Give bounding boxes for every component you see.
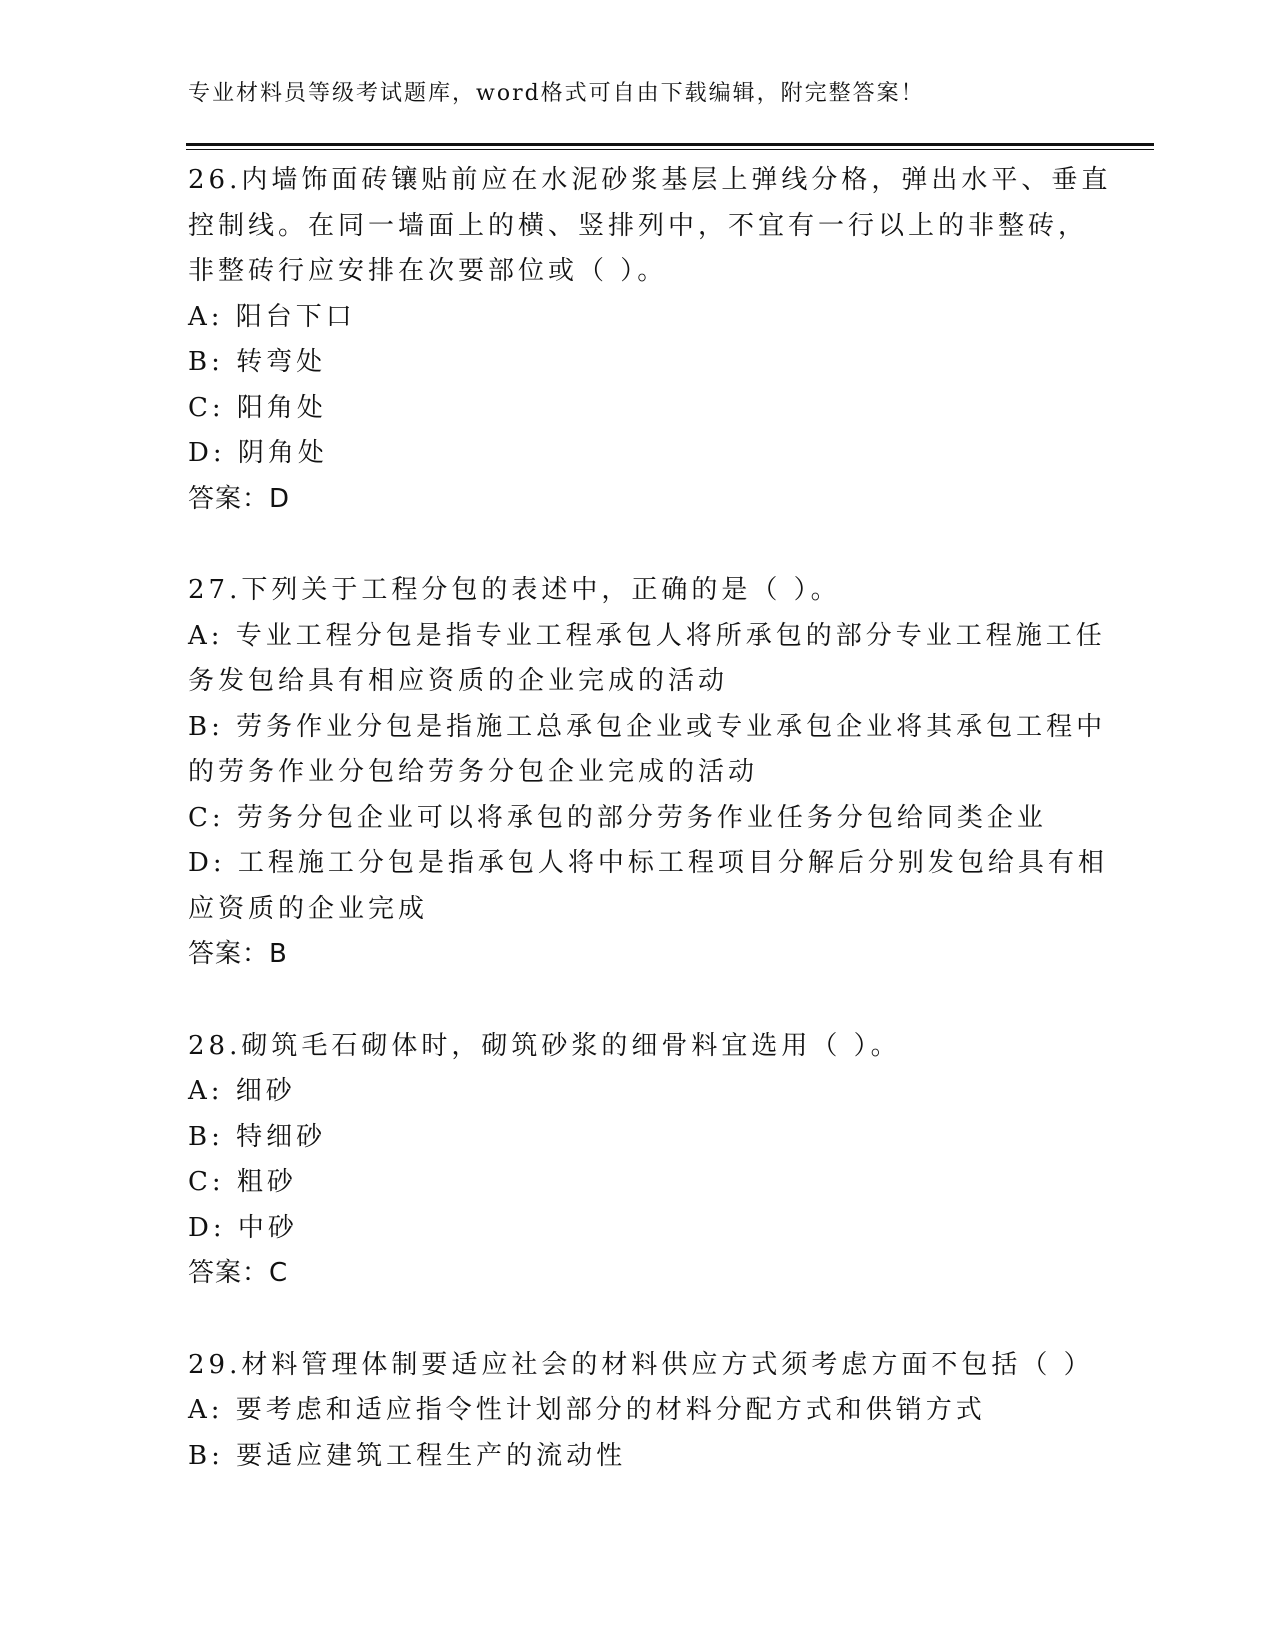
- question-list: [188, 158, 1112, 1525]
- question-stem: 29.材料管理体制要适应社会的材料供应方式须考虑方面不包括（ ）: [188, 1349, 1094, 1380]
- page-header: 专业材料员等级考试题库，word格式可自由下载编辑，附完整答案！: [188, 81, 925, 106]
- option-b: B: 特细砂: [188, 1121, 327, 1152]
- header-rule-thin: [186, 149, 1154, 150]
- option-d-continued: 应资质的企业完成: [188, 893, 429, 924]
- option-a: A: 细砂: [188, 1076, 296, 1106]
- question-stem: 27.下列关于工程分包的表述中，正确的是（ ）。: [188, 575, 841, 605]
- option-b: B: 劳务作业分包是指施工总承包企业或专业承包企业将其承包工程中: [188, 711, 1107, 742]
- question-29: [188, 1343, 1094, 1480]
- question-stem: 28.砌筑毛石砌体时，砌筑砂浆的细骨料宜选用（ ）。: [188, 1030, 901, 1061]
- answer: 答案：B: [188, 939, 288, 969]
- option-b-continued: 的劳务作业分包给劳务分包企业完成的活动: [188, 757, 759, 787]
- option-c: C: 劳务分包企业可以将承包的部分劳务作业任务分包给同类企业: [188, 802, 1047, 833]
- option-b: B: 转弯处: [188, 347, 327, 377]
- question-27: [188, 568, 1108, 978]
- question-stem: 控制线。在同一墙面上的横、竖排列中，不宜有一行以上的非整砖，: [188, 210, 1089, 241]
- option-a-continued: 务发包给具有相应资质的企业完成的活动: [188, 666, 729, 696]
- option-c: C: 阳角处: [188, 392, 327, 423]
- answer: 答案：D: [188, 483, 291, 514]
- option-d: D: 工程施工分包是指承包人将中标工程项目分解后分别发包给具有相: [188, 848, 1108, 878]
- option-b: B: 要适应建筑工程生产的流动性: [188, 1440, 627, 1471]
- question-28: [188, 1024, 1088, 1297]
- header-rule-thick: [186, 143, 1154, 146]
- question-stem: 26.内墙饰面砖镶贴前应在水泥砂浆基层上弹线分格，弹出水平、垂直: [188, 165, 1112, 195]
- option-d: D: 阴角处: [188, 438, 328, 468]
- option-d: D: 中砂: [188, 1212, 298, 1243]
- option-c: C: 粗砂: [188, 1167, 297, 1197]
- option-a: A: 要考虑和适应指令性计划部分的材料分配方式和供销方式: [188, 1395, 986, 1425]
- question-stem: 非整砖行应安排在次要部位或（ ）。: [188, 256, 668, 286]
- answer: 答案：C: [188, 1258, 289, 1288]
- option-a: A: 阳台下口: [188, 301, 356, 332]
- option-a: A: 专业工程分包是指专业工程承包人将所承包的部分专业工程施工任: [188, 620, 1106, 651]
- question-26: [188, 158, 1112, 522]
